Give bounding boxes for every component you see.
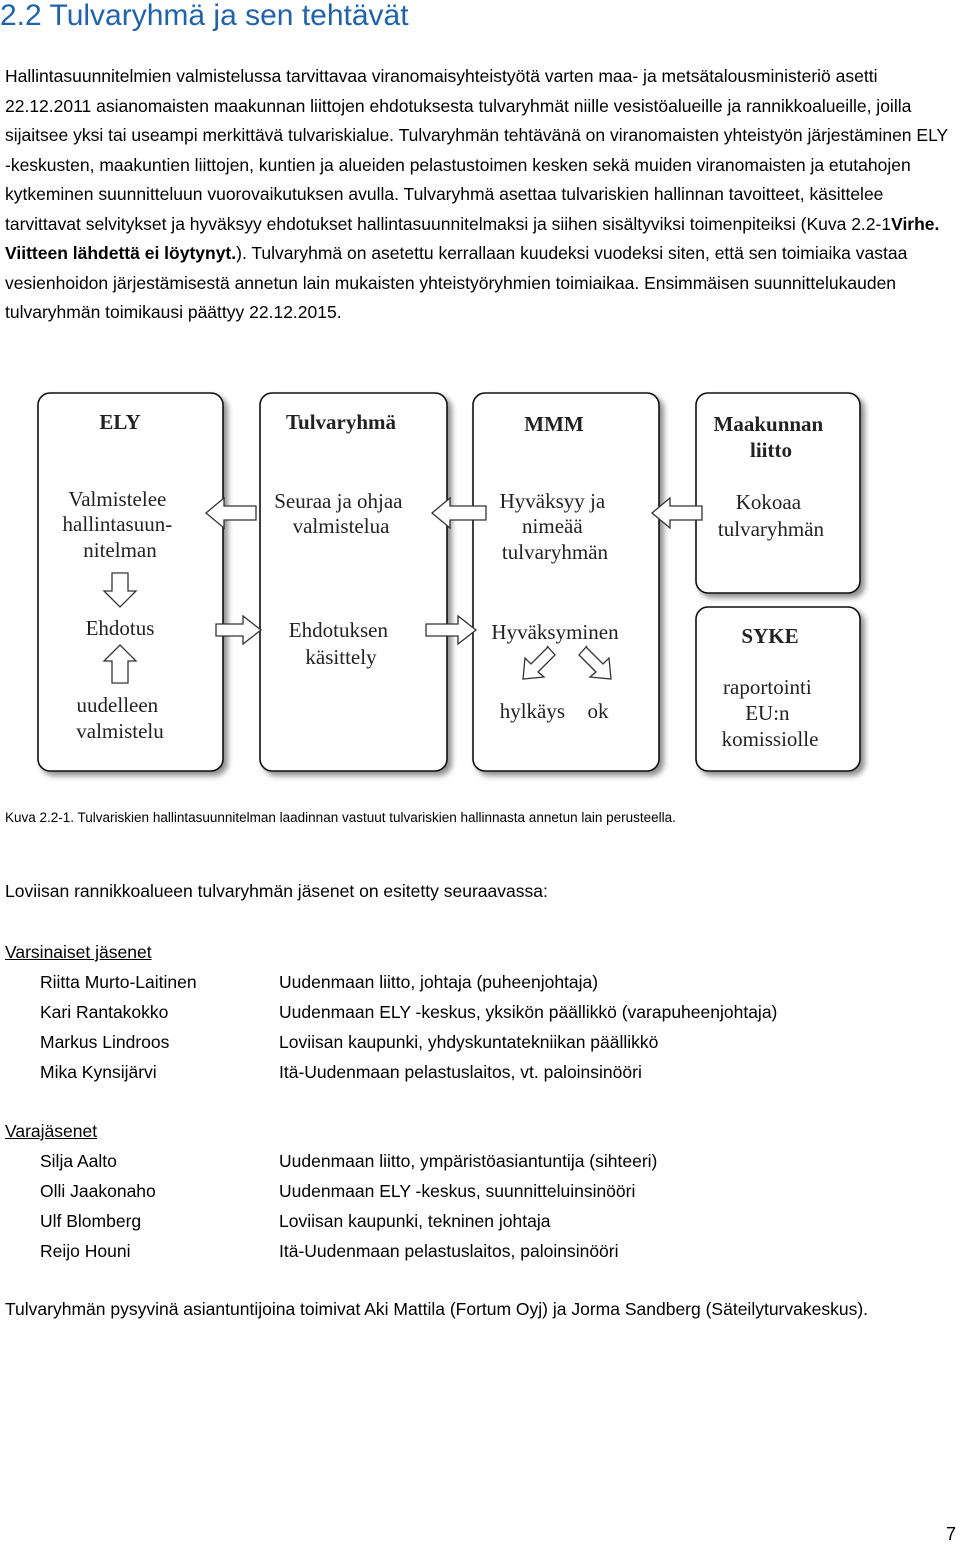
mmm-outcome-reject: hylkäys <box>499 699 566 723</box>
svg-text:hylkäys ok <box>500 699 609 723</box>
intro-paragraph <box>5 62 955 328</box>
svg-text:Ehdotus <box>86 616 155 640</box>
ely-title: ELY <box>99 410 141 434</box>
member-role: Uudenmaan ELY -keskus, yksikön päällikkö (varapuheenjohtaja) <box>279 1002 778 1022</box>
member-name: Riitta Murto-Laitinen <box>40 972 197 992</box>
ely-proposal-label: Ehdotus <box>85 616 155 640</box>
member-row <box>40 1146 940 1176</box>
member-role: Itä-Uudenmaan pelastuslaitos, paloinsinööri <box>279 1241 619 1261</box>
maakunnan-liitto-title: liitto <box>750 438 792 462</box>
member-name: Mika Kynsijärvi <box>40 1062 157 1082</box>
ely-rework-line: valmistelu <box>76 719 164 743</box>
main-members-title: Varsinaiset jäsenet <box>5 942 152 962</box>
member-row <box>40 1236 940 1266</box>
maakunnan-liitto-task-line: Kokoaa <box>735 490 802 514</box>
member-name: Ulf Blomberg <box>40 1211 142 1231</box>
member-row <box>40 1027 940 1057</box>
syke-task-line: EU:n <box>745 701 790 725</box>
experts-paragraph: Tulvaryhmän pysyvinä asiantuntijoina toimivat Aki Mattila (Fortum Oyj) ja Jorma Sandberg (Säteilyturvakeskus). <box>5 1299 869 1319</box>
tulvaryhma-processing-line: Ehdotuksen <box>288 618 388 642</box>
member-role: Uudenmaan liitto, johtaja (puheenjohtaja) <box>279 972 599 992</box>
tulvaryhma-task-line: Seuraa ja ohjaa <box>274 489 403 513</box>
member-row <box>40 1176 940 1206</box>
tulvaryhma-box <box>260 393 447 771</box>
member-row <box>40 1206 940 1236</box>
page-number: 7 <box>945 1524 956 1544</box>
member-name: Olli Jaakonaho <box>40 1181 156 1201</box>
svg-text:SYKE <box>741 624 798 648</box>
intro-text: Hallintasuunnitelmien valmistelussa tarvittavaa viranomaisyhteistyötä varten maa- ja metsätalousministeriö asetti 22.12.2011 asianomaisten maakunnan liittojen ehdotuksesta tulvaryhmät niille vesistöalueille ja rannikkoalueille, joilla sijaitsee yksi tai useampi merkittävä tulvariskialue. Tulvaryhmän tehtävänä on viranomaisten yhteistyön järjestäminen ELY -keskusten, maakuntien liittojen, kuntien ja alueiden pelastustoimen kesken sekä muiden viranomaisten ja etutahojen kytkeminen suunnitteluun vuorovaikutuksen avulla. Tulvaryhmä asettaa tulvariskien hallinnan tavoitteet, käsittelee tarvittavat selvitykset ja hyväksyy ehdotukset hallintasuunnitelmaksi ja siihen sisältyviksi toimenpiteiksi (Kuva 2.2-1 <box>5 66 948 234</box>
section-heading: 2.2 Tulvaryhmä ja sen tehtävät <box>0 0 409 32</box>
member-role: Itä-Uudenmaan pelastuslaitos, vt. paloinsinööri <box>279 1062 642 1082</box>
syke-title: SYKE <box>741 624 799 648</box>
svg-text:MMM <box>524 412 584 436</box>
member-row <box>40 967 940 997</box>
deputy-members-title: Varajäsenet <box>5 1121 98 1141</box>
intro-text-continued: ). Tulvaryhmä on asetettu kerrallaan kuudeksi vuodeksi siten, että sen toimiaika vastaa vesienhoidon järjestämisestä annetun lain mukaisten yhteistyöryhmien toimiaikaa. Ensimmäisen suunnittelukauden tulvaryhmän toimikausi päättyy 22.12.2015. <box>5 243 908 322</box>
svg-text:Seuraa ja ohjaa valmistelu <box>274 489 408 538</box>
tulvaryhma-task-line: valmistelua <box>292 514 390 538</box>
member-role: Loviisan kaupunki, yhdyskuntatekniikan päällikkö <box>279 1032 659 1052</box>
member-name: Kari Rantakokko <box>40 1002 169 1022</box>
mmm-title: MMM <box>524 412 584 436</box>
member-name: Markus Lindroos <box>40 1032 170 1052</box>
ely-task-line: Valmistelee <box>68 487 167 511</box>
maakunnan-liitto-task-line: tulvaryhmän <box>717 517 825 541</box>
members-intro: Loviisan rannikkoalueen tulvaryhmän jäsenet on esitetty seuraavassa: <box>5 881 548 901</box>
broken-reference-text: Virhe. Viitteen lähdettä ei löytynyt. <box>5 213 940 263</box>
ely-task-line: hallintasuun- <box>62 512 173 536</box>
mmm-outcome-ok: ok <box>587 699 609 723</box>
syke-task-line: raportointi <box>723 675 812 699</box>
syke-task-line: komissiolle <box>721 727 819 751</box>
mmm-approval-label: Hyväksyminen <box>491 620 619 644</box>
member-role: Loviisan kaupunki, tekninen johtaja <box>279 1211 551 1231</box>
svg-text:Hyväksyminen <box>491 620 619 644</box>
member-row <box>40 1057 940 1087</box>
member-row <box>40 997 940 1027</box>
member-role: Uudenmaan ELY -keskus, suunnitteluinsinööri <box>279 1181 636 1201</box>
tulvaryhma-processing-line: käsittely <box>305 645 377 669</box>
figure-caption: Kuva 2.2-1. Tulvariskien hallintasuunnitelman laadinnan vastuut tulvariskien hallinnasta annetun lain perusteella. <box>5 810 676 825</box>
svg-text:ELY <box>99 410 140 434</box>
member-role: Uudenmaan liitto, ympäristöasiantuntija (sihteeri) <box>279 1151 658 1171</box>
mmm-task-line: Hyväksyy ja <box>499 489 606 513</box>
member-name: Silja Aalto <box>40 1151 117 1171</box>
svg-text:Tulvaryhmä <box>286 410 397 434</box>
mmm-task-line: tulvaryhmän <box>501 540 609 564</box>
responsibility-diagram <box>28 385 873 787</box>
maakunnan-liitto-title: Maakunnan <box>713 412 824 436</box>
ely-rework-line: uudelleen <box>76 693 159 717</box>
ely-task-line: nitelman <box>83 538 157 562</box>
member-name: Reijo Houni <box>40 1241 131 1261</box>
tulvaryhma-title: Tulvaryhmä <box>285 410 397 434</box>
mmm-task-line: nimeää <box>522 514 583 538</box>
